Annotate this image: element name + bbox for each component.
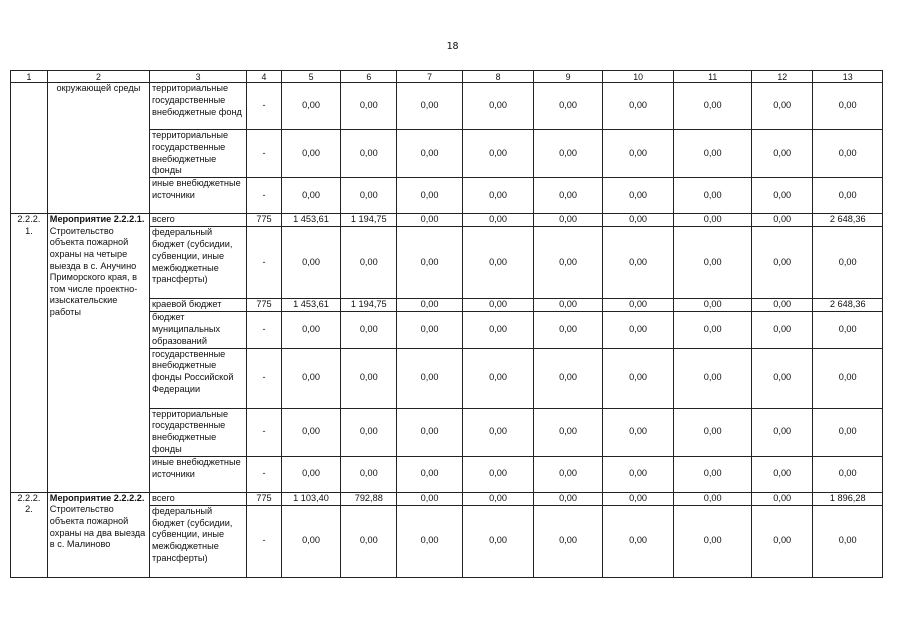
value-cell: 0,00 [534, 83, 602, 130]
value-cell: 0,00 [281, 178, 340, 214]
value-cell: 0,00 [462, 299, 534, 312]
value-cell: 0,00 [341, 312, 397, 348]
value-cell: 0,00 [534, 130, 602, 178]
activity-number-cell [11, 83, 48, 214]
funding-source: территориальные государственные внебюджетные фонды [150, 130, 247, 178]
value-cell: 0,00 [462, 214, 534, 227]
budget-code: - [247, 505, 282, 577]
funding-source: всего [150, 214, 247, 227]
value-cell: 0,00 [674, 130, 752, 178]
value-cell: 0,00 [602, 505, 674, 577]
value-cell: 0,00 [397, 130, 462, 178]
value-cell: 0,00 [602, 312, 674, 348]
activity-description: Строительство объекта пожарной охраны на четыре выезда в с. Анучино Приморского края, в том числе проектно-изыскательские работы [49, 225, 138, 317]
budget-code: - [247, 130, 282, 178]
funding-source: иные внебюджетные источники [150, 178, 247, 214]
funding-source: федеральный бюджет (субсидии, субвенции, иные межбюджетные трансферты) [150, 227, 247, 299]
value-cell: 0,00 [534, 312, 602, 348]
column-number: 12 [752, 71, 813, 83]
value-cell: 0,00 [397, 456, 462, 492]
value-cell: 0,00 [813, 348, 883, 408]
activity-title: Мероприятие 2.2.2.1. [49, 214, 145, 225]
value-cell: 0,00 [341, 456, 397, 492]
column-number: 1 [11, 71, 48, 83]
value-cell: 0,00 [813, 227, 883, 299]
value-cell: 0,00 [534, 505, 602, 577]
value-cell: 0,00 [674, 348, 752, 408]
column-number: 9 [534, 71, 602, 83]
value-cell: 0,00 [674, 456, 752, 492]
budget-code: - [247, 178, 282, 214]
column-number: 8 [462, 71, 534, 83]
column-number: 3 [150, 71, 247, 83]
value-cell: 1 453,61 [281, 299, 340, 312]
value-cell: 0,00 [397, 214, 462, 227]
value-cell: 792,88 [341, 492, 397, 505]
value-cell: 0,00 [397, 178, 462, 214]
value-cell: 0,00 [341, 408, 397, 456]
value-cell: 0,00 [462, 456, 534, 492]
value-cell: 0,00 [602, 178, 674, 214]
value-cell: 0,00 [752, 492, 813, 505]
value-cell: 0,00 [397, 492, 462, 505]
budget-code: 775 [247, 299, 282, 312]
funding-source: краевой бюджет [150, 299, 247, 312]
value-cell: 0,00 [813, 505, 883, 577]
value-cell: 0,00 [752, 227, 813, 299]
value-cell: 0,00 [462, 492, 534, 505]
activity-number-cell: 2.2.2. 1. [11, 214, 48, 493]
value-cell: 0,00 [602, 408, 674, 456]
value-cell: 0,00 [341, 227, 397, 299]
value-cell: 0,00 [397, 312, 462, 348]
funding-source: федеральный бюджет (субсидии, субвенции, иные межбюджетные трансферты) [150, 505, 247, 577]
budget-code: - [247, 227, 282, 299]
value-cell: 0,00 [674, 312, 752, 348]
budget-table [10, 70, 883, 578]
value-cell: 0,00 [674, 505, 752, 577]
budget-code: 775 [247, 492, 282, 505]
value-cell: 0,00 [602, 83, 674, 130]
value-cell: 0,00 [397, 505, 462, 577]
value-cell: 0,00 [813, 456, 883, 492]
value-cell: 0,00 [752, 130, 813, 178]
value-cell: 0,00 [674, 214, 752, 227]
value-cell: 0,00 [534, 299, 602, 312]
value-cell: 0,00 [341, 505, 397, 577]
column-numbers-row [11, 71, 883, 83]
value-cell: 0,00 [281, 83, 340, 130]
value-cell: 0,00 [341, 178, 397, 214]
value-cell: 0,00 [397, 299, 462, 312]
value-cell: 0,00 [752, 312, 813, 348]
value-cell: 0,00 [752, 178, 813, 214]
value-cell: 0,00 [462, 312, 534, 348]
value-cell: 0,00 [341, 130, 397, 178]
activity-number-cell: 2.2.2. 2. [11, 492, 48, 577]
activity-description: Строительство объекта пожарной охраны на два выезда в с. Малиново [49, 504, 146, 550]
value-cell: 1 194,75 [341, 299, 397, 312]
value-cell: 0,00 [674, 178, 752, 214]
value-cell: 0,00 [674, 83, 752, 130]
value-cell: 0,00 [281, 227, 340, 299]
value-cell: 0,00 [462, 505, 534, 577]
value-cell: 0,00 [813, 83, 883, 130]
value-cell: 0,00 [462, 130, 534, 178]
value-cell: 0,00 [281, 505, 340, 577]
value-cell: 0,00 [534, 492, 602, 505]
page-number: 18 [446, 41, 459, 52]
column-number: 4 [247, 71, 282, 83]
value-cell: 0,00 [752, 348, 813, 408]
value-cell: 2 648,36 [813, 214, 883, 227]
funding-source: государственные внебюджетные фонды Российской Федерации [150, 348, 247, 408]
budget-code: - [247, 456, 282, 492]
column-number: 13 [813, 71, 883, 83]
value-cell: 0,00 [602, 227, 674, 299]
value-cell: 0,00 [281, 348, 340, 408]
column-number: 6 [341, 71, 397, 83]
value-cell: 0,00 [602, 214, 674, 227]
value-cell: 0,00 [281, 408, 340, 456]
funding-source: бюджет муниципальных образований [150, 312, 247, 348]
value-cell: 0,00 [534, 348, 602, 408]
funding-source: всего [150, 492, 247, 505]
value-cell: 0,00 [534, 456, 602, 492]
value-cell: 0,00 [397, 83, 462, 130]
value-cell: 0,00 [752, 83, 813, 130]
value-cell: 0,00 [674, 299, 752, 312]
value-cell: 1 896,28 [813, 492, 883, 505]
value-cell: 2 648,36 [813, 299, 883, 312]
value-cell: 0,00 [341, 83, 397, 130]
budget-code: - [247, 83, 282, 130]
value-cell: 0,00 [602, 456, 674, 492]
value-cell: 0,00 [752, 505, 813, 577]
value-cell: 0,00 [397, 227, 462, 299]
column-number: 10 [602, 71, 674, 83]
value-cell: 0,00 [674, 492, 752, 505]
value-cell: 0,00 [397, 348, 462, 408]
value-cell: 0,00 [674, 408, 752, 456]
value-cell: 0,00 [674, 227, 752, 299]
activity-name-cell: окружающей среды [47, 83, 149, 214]
table-row [11, 492, 883, 505]
value-cell: 0,00 [462, 178, 534, 214]
budget-code: - [247, 348, 282, 408]
value-cell: 0,00 [813, 178, 883, 214]
value-cell: 0,00 [281, 130, 340, 178]
column-number: 5 [281, 71, 340, 83]
value-cell: 0,00 [462, 408, 534, 456]
value-cell: 0,00 [534, 408, 602, 456]
value-cell: 0,00 [752, 456, 813, 492]
value-cell: 0,00 [813, 312, 883, 348]
funding-source: территориальные государственные внебюджетные фонды [150, 408, 247, 456]
table-row [11, 83, 883, 130]
value-cell: 0,00 [462, 348, 534, 408]
activity-description-cell [47, 214, 149, 493]
column-number: 2 [47, 71, 149, 83]
value-cell: 0,00 [462, 83, 534, 130]
value-cell: 0,00 [534, 227, 602, 299]
value-cell: 0,00 [752, 299, 813, 312]
column-number: 7 [397, 71, 462, 83]
value-cell: 0,00 [534, 178, 602, 214]
value-cell: 0,00 [752, 214, 813, 227]
value-cell: 0,00 [813, 130, 883, 178]
value-cell: 0,00 [602, 130, 674, 178]
value-cell: 0,00 [602, 492, 674, 505]
table-row [11, 214, 883, 227]
value-cell: 0,00 [397, 408, 462, 456]
activity-description-cell [47, 492, 149, 577]
value-cell: 0,00 [602, 348, 674, 408]
funding-source: территориальные государственные внебюджетные фонд [150, 83, 247, 130]
budget-code: - [247, 312, 282, 348]
value-cell: 0,00 [534, 214, 602, 227]
value-cell: 0,00 [462, 227, 534, 299]
value-cell: 0,00 [602, 299, 674, 312]
value-cell: 1 453,61 [281, 214, 340, 227]
value-cell: 1 194,75 [341, 214, 397, 227]
value-cell: 0,00 [281, 312, 340, 348]
value-cell: 1 103,40 [281, 492, 340, 505]
funding-source: иные внебюджетные источники [150, 456, 247, 492]
value-cell: 0,00 [341, 348, 397, 408]
budget-code: 775 [247, 214, 282, 227]
value-cell: 0,00 [752, 408, 813, 456]
column-number: 11 [674, 71, 752, 83]
value-cell: 0,00 [281, 456, 340, 492]
value-cell: 0,00 [813, 408, 883, 456]
budget-code: - [247, 408, 282, 456]
activity-title: Мероприятие 2.2.2.2. [49, 492, 145, 503]
